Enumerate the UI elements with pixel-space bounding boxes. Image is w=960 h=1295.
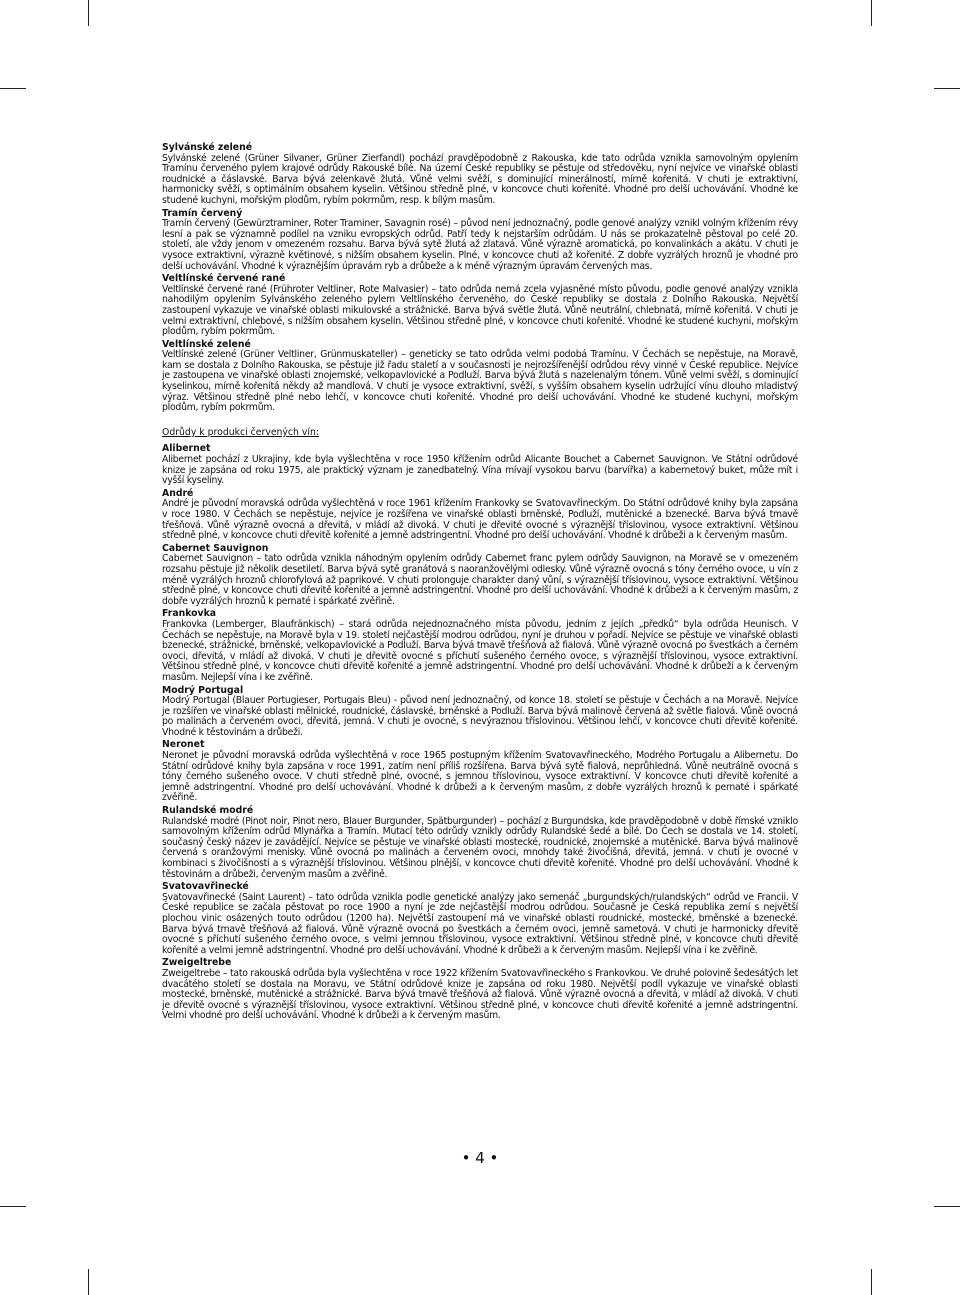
entry-text: Rulandské modré (Pinot noir, Pinot nero, Blauer Burgunder, Spätburgunder) – pochází z Burgundska, kde pravděpodobně v době římské vzniklo samovolným křížením odrůd Mlynářka a Tramín. Mutací této odrůdy vznikly odrůdy Rulandské šedé a bílé. Do Čech se dostala ve 14. století, současný český název je zavádějící. Nejvíce se pěstuje ve vinařské oblasti mostecké, roudnické, znojemské a mutěnické. Barva bývá malinově červená s oranžovými menisky. Vůně ovocná po malinách a červeném ovoci, mnohdy také živočišná, dřevitá, jemná. v chuti je ovocné v kombinaci s živočišností a s výraznější tříslovinou. Většinou plnější, v koncovce chuti dřevitě kořenité. Vhodné pro delší uchovávání. Vhodné k těstovinám a drůbeži, červeným masům a zvěřině. [162, 815, 798, 880]
entry-title: Cabernet Sauvignon [162, 542, 269, 554]
entry-text: Frankovka (Lemberger, Blaufränkisch) – stará odrůda nejednoznačného místa původu, jedním z jejích „předků“ byla odrůda Heunisch. V Čechách se nepěstuje, na Moravě byla v 19. století nejčastější modrou odrůdou, nyní je druhou v pořadí. Nejvíce se pěstuje ve vinařské oblasti bzenecké, strážnické, brněnské, velkopavlovické a Podluží. Barva bývá tmavě třešňová až fialová. Vůně výrazně ovocná po švestkách a černém ovoci, dřevitá, v mládí až divoká. V chuti je dřevitě ovocné s příchutí sušeného černého ovoce, s výraznější tříslovinou, vysoce extraktivní. Většinou středně plné, v koncovce chuti dřevitě kořenité a jemně adstringentní. Vhodné pro delší uchovávání. Vhodné k drůbeži a k červeným masům. Nejlepší vína i ke zvěřině. [162, 618, 798, 683]
entry-title: Sylvánské zelené [162, 142, 253, 153]
crop-mark [0, 1206, 26, 1207]
white-wine-entry [162, 340, 798, 414]
entry-title: Svatovavřinecké [162, 881, 249, 893]
entry-title: André [162, 487, 194, 499]
entry-text: Sylvánské zelené (Grüner Silvaner, Grüner Zierfandl) pochází pravděpodobně z Rakouska, kde tato odrůda vznikla samovolným opylením Tramínu červeného pylem krajové odrůdy Rakouské bílé. Na území České republiky se pěstuje od středověku, nyní nejvíce ve vinařské oblasti roudnické a čáslavské. Barva bývá zelenkavě žlutá. Vůně velmi svěží, s dominující minerálností, mírně kořenitá. V chuti je extraktivní, harmonicky svěží, s optimálním obsahem kyselin. Většinou středně plné, v koncovce chuti kořenité. Vhodné pro delší uchovávání. Vhodné ke studené kuchyni, mořským plodům, rybím pokrmům, resp. k bílým masům. [162, 152, 798, 206]
entry-text: Neronet je původní moravská odrůda vyšlechtěná v roce 1965 postupným křížením Svatovavřineckého, Modrého Portugalu a Alibernetu. Do Státní odrůdové knihy byla zapsána v roce 1991, zatím není příliš rozšířena. Barva bývá sytě fialová, neprůhledná. Vůně neutrálně ovocná s tóny černého sušeného ovoce. V chuti středně plné, ovocné, s jemnou tříslovinou, vysoce extraktivní. V koncovce chuti dřevitě kořenité a jemně adstringentní. Vhodné pro delší uchovávání. Vhodné k drůbeži a k červeným masům, z dobře vyzrálých hroznů k pernaté i spárkaté zvěřině. [162, 750, 798, 804]
entry-title: Veltlínské zelené [162, 338, 251, 350]
red-wine-entry [162, 686, 798, 739]
entry-title: Zweigeltrebe [162, 957, 232, 969]
red-wine-entry [162, 544, 798, 608]
entry-text: Alibernet pochází z Ukrajiny, kde byla vyšlechtěna v roce 1950 křížením odrůd Alicante Bouchet a Cabernet Sauvignon. Ve Státní odrůdové knize je zapsána od roku 1975, ale praktický význam je zanedbatelný. Vína mívají vysokou barvu (barvířka) a kabernetový buket, může mít i vyšší kyseliny. [162, 454, 798, 487]
entry-title: Veltlínské červené rané [162, 273, 286, 285]
crop-mark [934, 1206, 960, 1207]
entry-text: Tramín červený (Gewürztraminer, Roter Traminer, Savagnin rosé) – původ není jednoznačný, podle genové analýzy vznikl volným křížením révy lesní a pak se významně podílel na vzniku evropských odrůd. Patří tedy k nejstarším odrůdám. U nás se prokazatelně pěstoval po celé 20. století, ale vždy jenom v omezeném rozsahu. Barva bývá sytě žlutá až zlatavá. Vůně výrazně aromatická, po konvalinkách a akátu. V chuti je vysoce extraktivní, výrazně květinové, s nižším obsahem kyselin. Plné, v koncovce chuti až kořenité. Z dobře vyzrálých hroznů je vhodné pro delší uchovávání. Vhodné k výraznějším úpravám ryb a drůbeže a k méně výrazným úpravám červených mas. [162, 218, 798, 272]
red-wines-section-heading: Odrůdy k produkci červených vín: [162, 426, 320, 438]
entry-text: Modrý Portugal (Blauer Portugieser, Portugais Bleu) - původ není jednoznačný, od konce 18. století se pěstuje v Čechách a na Moravě. Nejvíce je rozšířen ve vinařské oblasti mělnické, roudnické, čáslavské, brněnské a Podluží. Barva bývá malinově červená až světle fialová. Vůně ovocná po malinách a červeném ovoci, dřevitá, jemná. V chuti je ovocné, s nevýraznou tříslovinou. Většinou lehčí, v koncovce chuti dřevitě kořenité. Vhodné k těstovinám a drůbeži. [162, 695, 798, 738]
entry-text: Zweigeltrebe – tato rakouská odrůda byla vyšlechtěna v roce 1922 křížením Svatovavřineckého s Frankovkou. Ve druhé polovině šedesátých let dvacátého století se dostala na Moravu, ve Státní odrůdové knize je zapsána od roku 1980. Největší podíl vykazuje ve vinařské oblasti mostecké, brněnské, mutěnické a strážnické. Barva bývá tmavě třešňová až fialová. Vůně výrazně ovocná a dřevitá, v mládí až divoká. V chuti je dřevitě ovocné s výraznější tříslovinou, vysoce extraktivní. Většinou středně plné, v koncovce chuti dřevitě kořenité a jemně adstringentní. Velmi vhodné pro delší uchovávání. Vhodné k drůbeži a k červeným masům. [162, 967, 798, 1022]
crop-mark [88, 1269, 89, 1295]
red-wine-entry [162, 806, 798, 880]
entry-title: Alibernet [162, 443, 211, 455]
red-wine-entry [162, 489, 798, 542]
crop-mark [0, 88, 26, 89]
entry-title: Rulandské modré [162, 805, 254, 817]
white-wine-entry [162, 209, 798, 273]
red-wine-entry [162, 882, 798, 956]
page-content [162, 143, 798, 1024]
entry-text: Svatovavřinecké (Saint Laurent) – tato odrůda vznikla podle genetické analýzy jako semenáč „burgundských/rulandských“ odrůd ve Francii. V České republice se začala pěstovat po roce 1900 a nyní je zde nejčastější modrou odrůdou. Současně je Česká republika zemí s největší plochou vinic osázených touto odrůdou (1200 ha). Největší zastoupení má ve vinařské oblasti roudnické, mostecké, brněnské a bzenecké. Barva bývá tmavě třešňová až fialová. Vůně výrazně ovocná po švestkách a černém ovoci, jemně sametová. V chuti je harmonicky dřevitě ovocné s příchutí sušeného černého ovoce, s velmi jemnou tříslovinou, vysoce extraktivní. Většinou středně plné, v koncovce chuti dřevitě kořenité a velmi jemně adstringentní. Vhodné pro delší uchovávání. Vhodné k drůbeži a k červeným masům. Nejlepší vína i ke zvěřině. [162, 891, 798, 956]
entry-title: Frankovka [162, 608, 217, 620]
page-number: • 4 • [461, 1149, 499, 1167]
red-wine-entry [162, 958, 798, 1022]
entry-title: Neronet [162, 739, 205, 751]
entry-text: Veltlínské zelené (Grüner Veltliner, Grünmuskateller) – geneticky se tato odrůda velmi podobá Tramínu. V Čechách se nepěstuje, na Moravě, kam se dostala z Dolního Rakouska, se pěstuje již řadu staletí a v současnosti je nejrozšířenější odrůdou révy vinné v České republice. Nejvíce je zastoupena ve vinařské oblasti znojemské, velkopavlovické a Podluží. Barva bývá žlutá s nazelenalým tónem. Vůně velmi svěží, s dominující kyselinkou, mírně kořenitá někdy až mandlová. V chuti je vysoce extraktivní, svěží, s vyšším obsahem kyselin udržující vínu dlouho mladistvý výraz. Většinou středně plné nebo lehčí, v koncovce chuti kořenité. Vhodné pro delší uchovávání. Vhodné ke studené kuchyni, mořským plodům, rybím pokrmům. [162, 349, 798, 414]
entry-text: André je původní moravská odrůda vyšlechtěná v roce 1961 křížením Frankovky se Svatovavřineckým. Do Státní odrůdové knihy byla zapsána v roce 1980. V Čechách se nepěstuje, nejvíce je rozšířena ve vinařské oblasti brněnské, Podluží, mutěnické a bzenecké. Barva bývá tmavě třešňová. Vůně výrazně ovocná a dřevitá, v mládí až divoká. V chuti je dřevité ovocné s výraznější tříslovinou, vysoce extraktivní. Většinou středně plné, v koncovce chuti dřevitě kořenité a jemně adstringentní. Vhodné pro delší uchovávání. Vhodné k drůbeži a k červeným masům. [162, 498, 798, 542]
entry-title: Modrý Portugal [162, 684, 244, 696]
crop-mark [871, 0, 872, 26]
crop-mark [934, 88, 960, 89]
crop-mark [871, 1269, 872, 1295]
white-wine-entry [162, 274, 798, 338]
red-wine-entry [162, 444, 798, 486]
red-wine-entry [162, 740, 798, 804]
entry-title: Tramín červený [162, 207, 243, 219]
entry-text: Veltlínské červené rané (Frühroter Veltliner, Rote Malvasier) – tato odrůda nemá zcela vyjasněné místo původu, podle genové analýzy vznikla nahodilým opylením Sylvánského zeleného pylem Veltlínského červeného, do České republiky se dostala z Dolního Rakouska. Největší zastoupení vykazuje ve vinařské oblasti mikulovské a strážnické. Barva bývá světle žlutá. Vůně neutrální, chlebnatá, mírně kořenitá. V chuti je velmi extraktivní, chlebové, s nižším obsahem kyselin. Většinou středně plné, v koncovce chuti kořenité. Vhodné ke studené kuchyni, mořským plodům, rybím pokrmům. [162, 283, 798, 338]
crop-mark [88, 0, 89, 26]
red-wine-entry [162, 609, 798, 683]
entry-text: Cabernet Sauvignon – tato odrůda vznikla náhodným opylením odrůdy Cabernet franc pylem odrůdy Sauvignon, na Moravě se v omezeném rozsahu pěstuje již několik desetiletí. Barva bývá sytě granátová s naoranžovělými odlesky. Vůně výrazně ovocná s tóny černého ovoce, u vín z méně vyzrálých hroznů chlorofylová až paprikové. V chuti prolonguje charakter daný vůní, s výraznější tříslovinou, vysoce extraktivní. Většinou středně plné, v koncovce chuti dřevitě kořenité a jemně adstringentní. Vhodné pro delší uchovávání. Vhodné k drůbeži a k červeným masům, z dobře vyzrálých hroznů k pernaté i spárkaté zvěřině. [162, 553, 798, 607]
white-wine-entry [162, 143, 798, 207]
